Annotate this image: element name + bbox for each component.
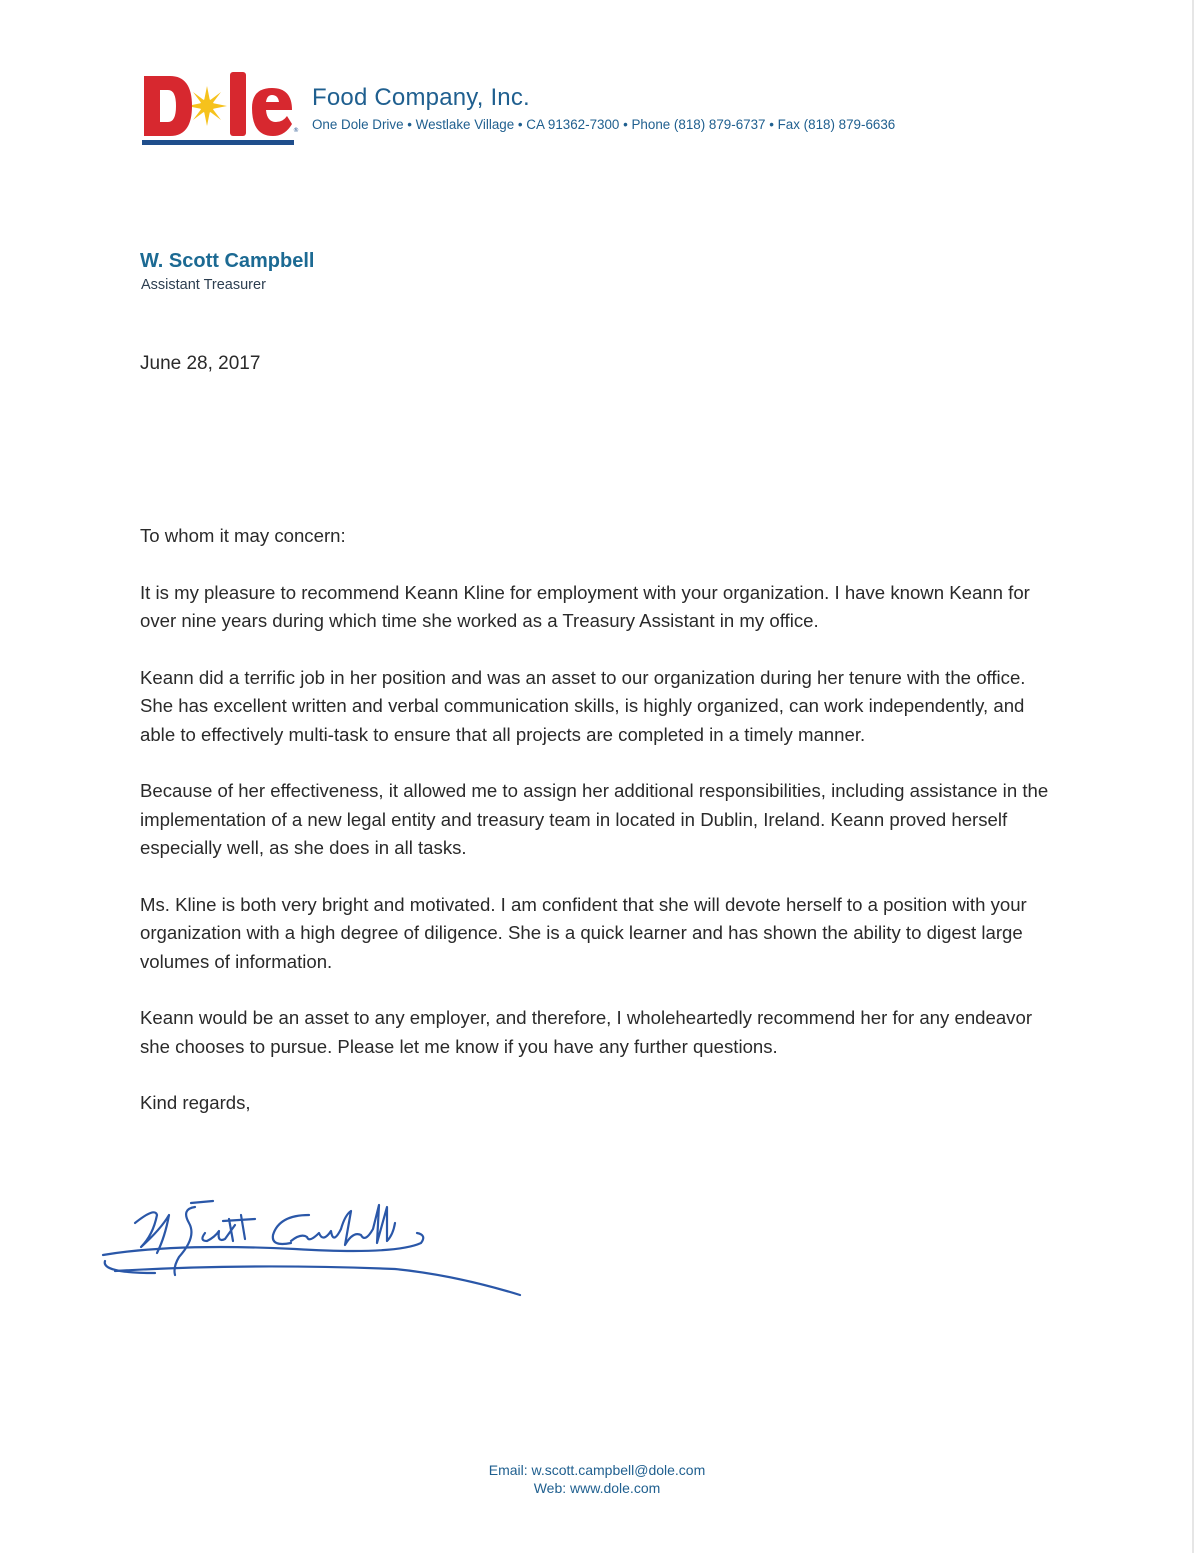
svg-text:®: ® <box>293 127 299 134</box>
body-paragraph: Keann did a terrific job in her position and was an asset to our organization during her tenure with the office. She has excellent written and verbal communication skills, is highly organized, can work independently, and able to effectively multi-task to ensure that all projects are completed in a timely manner. <box>140 666 1026 745</box>
sender-title: Assistant Treasurer <box>141 277 266 293</box>
letter-date: June 28, 2017 <box>140 353 261 374</box>
company-address: One Dole Drive • Westlake Village • CA 91362-7300 • Phone (818) 879-6737 • Fax (818) 879-6636 <box>312 117 896 132</box>
dole-logo <box>140 68 300 152</box>
body-paragraph: It is my pleasure to recommend Keann Kline for employment with your organization. I have known Keann for over nine years during which time she worked as a Treasury Assistant in my office. <box>140 581 1030 631</box>
letter-body <box>140 522 1060 1118</box>
salutation: To whom it may concern: <box>140 525 346 546</box>
body-paragraph: Ms. Kline is both very bright and motivated. I am confident that she will devote herself to a position with your organization with a high degree of diligence. She is a quick learner and has shown the ability to digest large volumes of information. <box>140 893 1027 972</box>
page-edge-line <box>1192 0 1194 1553</box>
closing: Kind regards, <box>140 1092 251 1113</box>
sender-name: W. Scott Campbell <box>140 250 315 272</box>
footer-web: Web: www.dole.com <box>533 1480 661 1496</box>
body-paragraph: Because of her effectiveness, it allowed me to assign her additional responsibilities, including assistance in the implementation of a new legal entity and treasury team in located in Dublin, Ireland. Keann proved herself especially well, as she does in all tasks. <box>140 780 1049 858</box>
body-paragraph: Keann would be an asset to any employer, and therefore, I wholeheartedly recommend her for any endeavor she chooses to pursue. Please let me know if you have any further questions. <box>140 1007 1033 1057</box>
company-name: Food Company, Inc. <box>312 84 530 111</box>
footer-email: Email: w.scott.campbell@dole.com <box>488 1462 706 1478</box>
handwritten-signature <box>95 1185 525 1300</box>
footer <box>0 1461 1194 1497</box>
